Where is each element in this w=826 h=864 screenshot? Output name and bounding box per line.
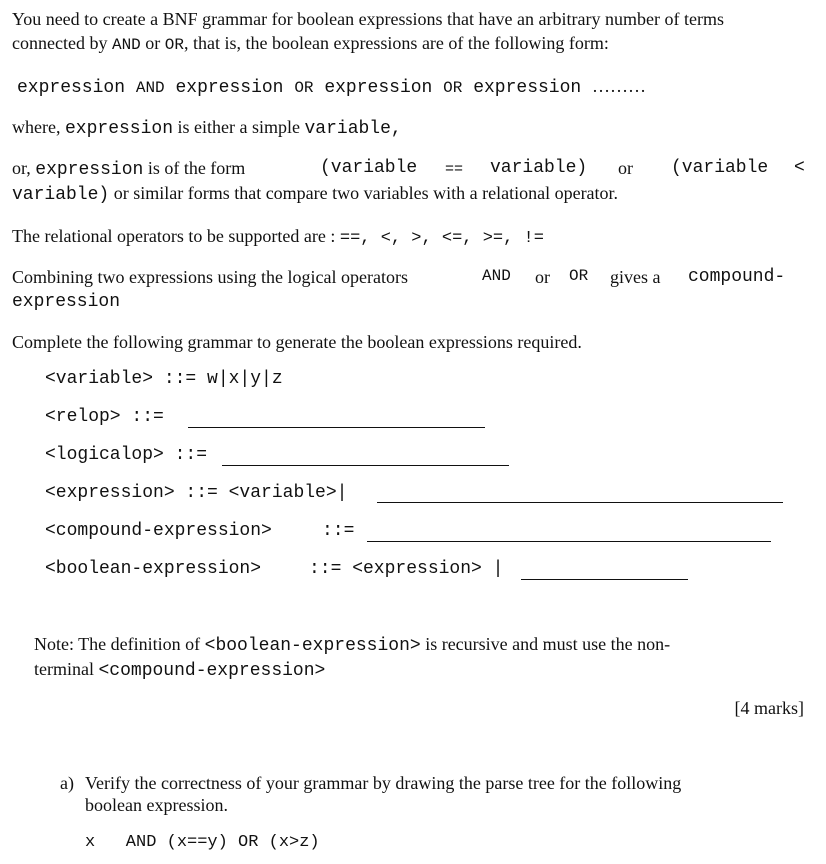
intro-line-2 <box>12 33 609 54</box>
form-expression: expression <box>175 78 284 98</box>
form-tail: or similar forms that compare two variables with a relational operator. <box>109 183 619 203</box>
grammar-boolean: <boolean-expression> <box>45 559 262 579</box>
combining-line <box>12 267 812 288</box>
relational-text: The relational operators to be supported are : <box>12 226 340 246</box>
relational-line <box>12 226 544 248</box>
form-or: OR <box>443 79 463 97</box>
note-line-1 <box>34 634 670 656</box>
form-code-1: (variable <box>320 158 418 178</box>
grammar-compound: <compound-expression> <box>45 521 272 541</box>
form-code-2: variable) <box>490 158 588 178</box>
or-text-2: is of the form <box>143 158 246 178</box>
where-code: expression <box>64 119 174 139</box>
grammar-expression <box>45 483 347 503</box>
boolean-answer-blank[interactable] <box>521 579 688 580</box>
grammar-expression-label: <expression> ::= <variable>| <box>45 483 348 503</box>
note-code-2: <compound-expression> <box>98 661 326 681</box>
or-keyword: OR <box>164 36 184 54</box>
grammar-compound-def: ::= <box>322 521 355 541</box>
note-text: Note: The definition of <box>34 634 205 654</box>
question-a-line-2: boolean expression. <box>85 795 228 815</box>
form-or-word: or <box>618 158 633 178</box>
form-code-4: variable) <box>12 185 110 205</box>
expression-answer-blank[interactable] <box>377 502 783 503</box>
combining-or: OR <box>569 267 589 285</box>
intro-text: connected by <box>12 33 112 53</box>
grammar-variable: <variable> ::= w|x|y|z <box>45 369 283 389</box>
intro-text-end: , that is, the boolean expressions are of the following form: <box>183 33 609 53</box>
form-expression: expression <box>324 78 433 98</box>
note-text-2: is recursive and must use the non- <box>420 634 671 654</box>
compound-answer-blank[interactable] <box>367 541 771 542</box>
grammar-relop-label: <relop> ::= <box>45 407 164 427</box>
grammar-logicalop <box>45 445 207 465</box>
combining-gives: gives a <box>610 267 661 287</box>
question-a-label: a) <box>60 773 74 793</box>
form-dots: ……… <box>592 76 647 96</box>
combining-and: AND <box>482 267 511 285</box>
where-code-2: variable, <box>304 119 402 139</box>
question-a-line-1: Verify the correctness of your grammar by drawing the parse tree for the following <box>85 773 682 793</box>
combining-code-2: expression <box>12 292 121 312</box>
note-text-3: terminal <box>34 659 99 679</box>
grammar-logicalop-label: <logicalop> ::= <box>45 445 208 465</box>
or-code: expression <box>35 160 144 180</box>
combining-or-word: or <box>535 267 550 287</box>
form-description-line-2 <box>12 183 618 205</box>
grammar-boolean-def: ::= <expression> | <box>309 559 504 579</box>
where-text: where, <box>12 117 65 137</box>
logicalop-answer-blank[interactable] <box>222 465 509 466</box>
form-description-line <box>12 158 812 180</box>
grammar-relop <box>45 407 164 427</box>
form-code-3: (variable <box>671 158 769 178</box>
combining-text: Combining two expressions using the logical operators <box>12 267 408 287</box>
note-code: <boolean-expression> <box>204 636 421 656</box>
form-and: AND <box>135 79 165 97</box>
form-or: OR <box>294 79 314 97</box>
complete-instruction: Complete the following grammar to generate the boolean expressions required. <box>12 332 582 352</box>
note-line-2 <box>34 659 325 681</box>
form-expression: expression <box>17 78 126 98</box>
form-lt: < <box>794 158 805 178</box>
relop-answer-blank[interactable] <box>188 427 485 428</box>
intro-or-word: or <box>140 33 165 53</box>
and-keyword: AND <box>111 36 141 54</box>
intro-line-1: You need to create a BNF grammar for boolean expressions that have an arbitrary number of terms <box>12 9 724 29</box>
expression-form <box>17 76 646 98</box>
combining-code: compound- <box>688 267 786 287</box>
marks-label: [4 marks] <box>734 698 804 718</box>
question-a-expression: x AND (x==y) OR (x>z) <box>85 833 320 852</box>
where-line <box>12 117 402 139</box>
form-eq: == <box>445 161 464 178</box>
or-text: or, <box>12 158 36 178</box>
where-text-2: is either a simple <box>173 117 305 137</box>
relational-ops: ==, <, >, <=, >=, != <box>339 229 544 248</box>
form-expression: expression <box>473 78 582 98</box>
